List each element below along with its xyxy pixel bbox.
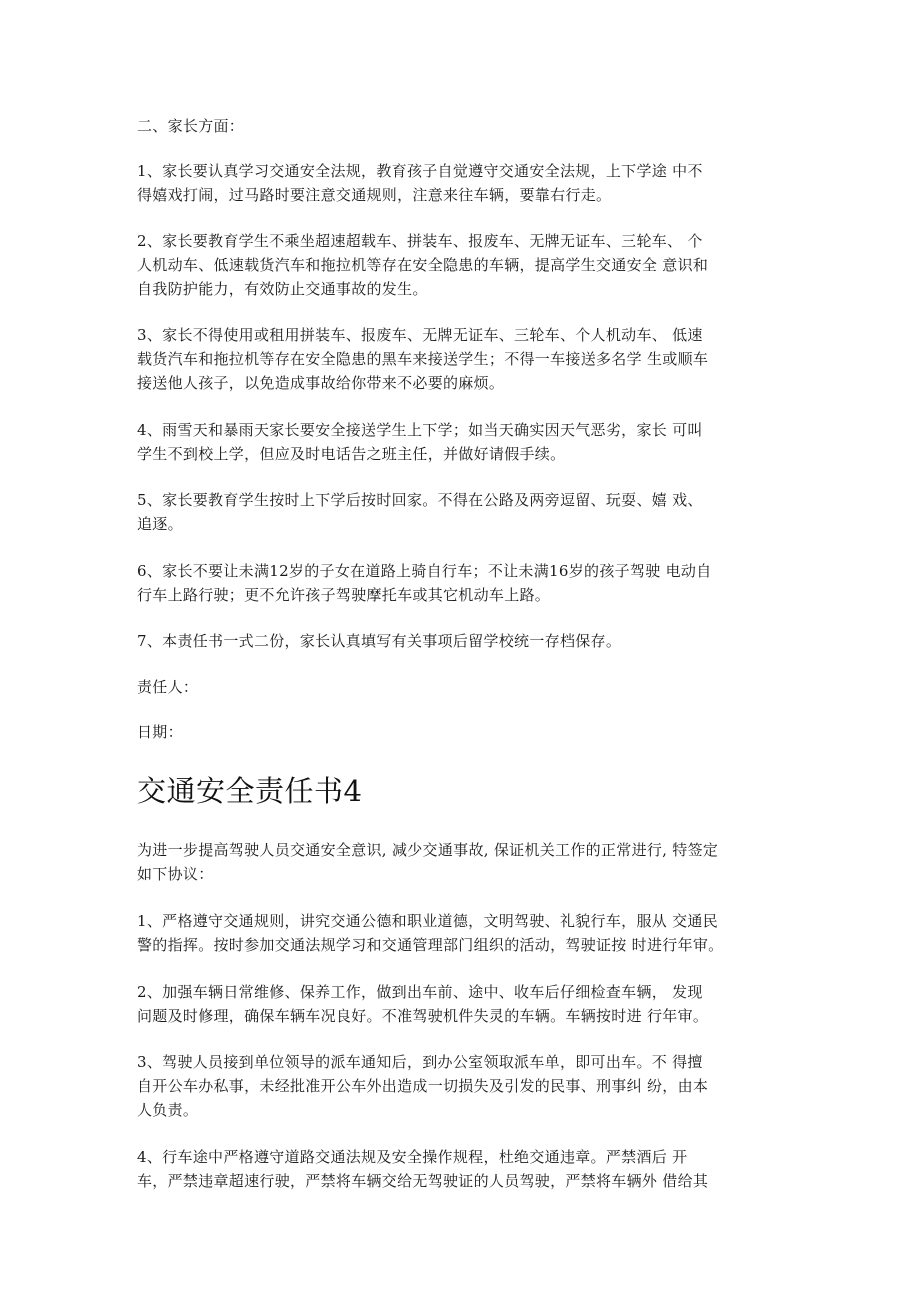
paragraph-line: 车，严禁违章超速行驶，严禁将车辆交给无驾驶证的人员驾驶，严禁将车辆外 借给其 — [137, 1172, 709, 1190]
paragraph-line: 接送他人孩子，以免造成事故给你带来不必要的麻烦。 — [137, 374, 505, 392]
date-label: 日期： — [137, 723, 183, 741]
paragraph-line: 3、家长不得使用或租用拼装车、报废车、无牌无证车、三轮车、个人机动车、 低速 — [137, 326, 703, 344]
paragraph-line: 问题及时修理，确保车辆车况良好。不准驾驶机件失灵的车辆。车辆按时进 行年审。 — [137, 1007, 709, 1025]
paragraph-line: 自我防护能力，有效防止交通事故的发生。 — [137, 280, 428, 298]
paragraph-line: 7、本责任书一式二份，家长认真填写有关事项后留学校统一存档保存。 — [137, 632, 622, 650]
document-heading: 交通安全责任书4 — [137, 774, 363, 808]
paragraph-line: 警的指挥。按时参加交通法规学习和交通管理部门组织的活动，驾驶证按 时进行年审。 — [137, 936, 724, 954]
paragraph-line: 学生不到校上学，但应及时电话告之班主任，并做好请假手续。 — [137, 445, 566, 463]
paragraph-line: 追逐。 — [137, 515, 183, 533]
paragraph-line: 得嬉戏打闹，过马路时要注意交通规则，注意来往车辆，要靠右行走。 — [137, 186, 612, 204]
paragraph-line: 载货汽车和拖拉机等存在安全隐患的黑车来接送学生；不得一车接送多名学 生或顺车 — [137, 350, 709, 368]
responsible-label: 责任人： — [137, 678, 199, 696]
paragraph-line: 4、雨雪天和暴雨天家长要安全接送学生上下学；如当天确实因天气恶劣，家长 可叫 — [137, 421, 703, 439]
paragraph-line: 6、家长不要让未满12岁的子女在道路上骑自行车；不让未满16岁的孩子驾驶 电动自 — [137, 562, 712, 580]
paragraph-line: 为进一步提高驾驶人员交通安全意识, 减少交通事故, 保证机关工作的正常进行, 特签定 — [137, 841, 719, 859]
section-title: 二、家长方面： — [137, 117, 245, 135]
paragraph-line: 1、家长要认真学习交通安全法规，教育孩子自觉遵守交通安全法规，上下学途 中不 — [137, 162, 703, 180]
paragraph-line: 行车上路行驶；更不允许孩子驾驶摩托车或其它机动车上路。 — [137, 586, 551, 604]
paragraph-line: 自开公车办私事，未经批准开公车外出造成一切损失及引发的民事、刑事纠 纷，由本 — [137, 1077, 709, 1095]
paragraph-line: 4、行车途中严格遵守道路交通法规及安全操作规程，杜绝交通违章。严禁酒后 开 — [137, 1148, 688, 1166]
paragraph-line: 1、严格遵守交通规则，讲究交通公德和职业道德，文明驾驶、礼貌行车，服从 交通民 — [137, 912, 719, 930]
paragraph-line: 人负责。 — [137, 1101, 199, 1119]
paragraph-line: 3、驾驶人员接到单位领导的派车通知后，到办公室领取派车单，即可出车。不 得擅 — [137, 1053, 703, 1071]
paragraph-line: 2、加强车辆日常维修、保养工作，做到出车前、途中、收车后仔细检查车辆， 发现 — [137, 983, 703, 1001]
paragraph-line: 人机动车、低速载货汽车和拖拉机等存在安全隐患的车辆，提高学生交通安全 意识和 — [137, 256, 709, 274]
paragraph-line: 如下协议： — [137, 865, 214, 883]
paragraph-line: 5、家长要教育学生按时上下学后按时回家。不得在公路及两旁逗留、玩耍、嬉 戏、 — [137, 491, 703, 509]
paragraph-line: 2、家长要教育学生不乘坐超速超载车、拼装车、报废车、无牌无证车、三轮车、 个 — [137, 232, 703, 250]
